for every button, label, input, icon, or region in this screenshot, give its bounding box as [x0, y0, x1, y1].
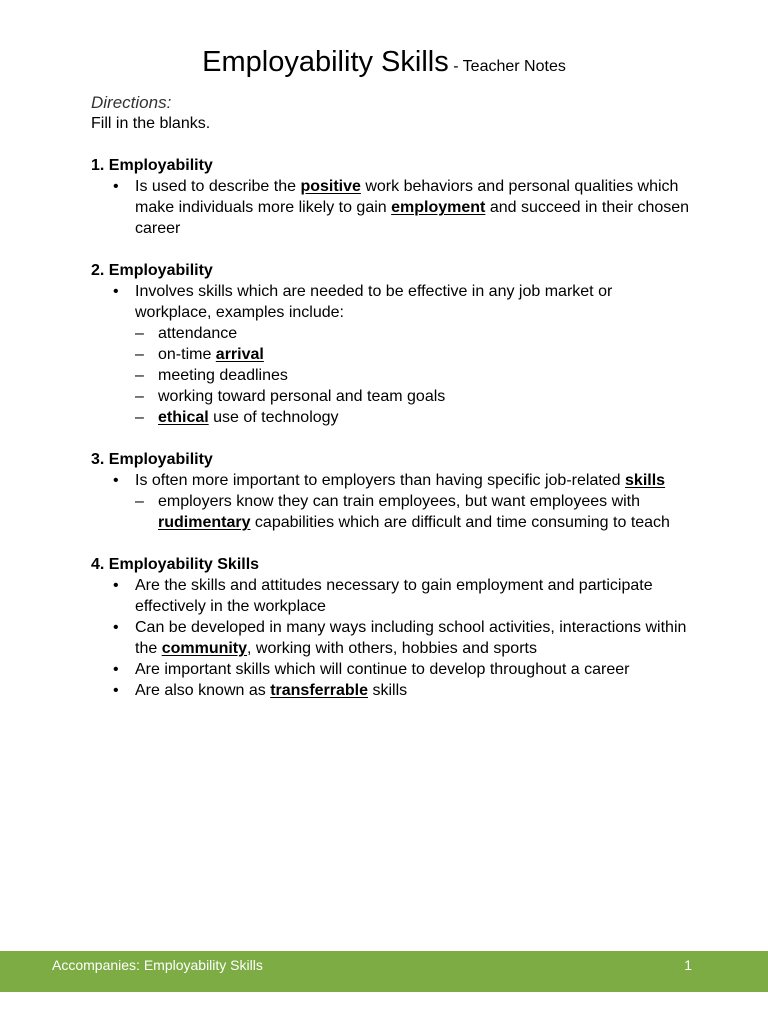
section-heading: 3. Employability: [91, 451, 213, 468]
bullet-list: [91, 176, 691, 239]
blank-answer: rudimentary: [158, 514, 251, 531]
page-number: 1: [684, 957, 692, 973]
bullet-item: [135, 575, 691, 617]
text: and succeed in their chosen career: [135, 199, 690, 237]
bullet-list: [91, 470, 691, 533]
page-title: [0, 46, 768, 79]
text: Are important skills which will continue to develop throughout a career: [135, 661, 630, 678]
section-3: [91, 449, 691, 533]
bullet-item: [135, 659, 691, 680]
directions-label: Directions:: [91, 93, 172, 112]
text: capabilities which are difficult and time consuming to teach: [250, 514, 670, 531]
bullet-item: [135, 470, 691, 533]
text: attendance: [158, 325, 238, 342]
blank-answer: employment: [391, 199, 486, 216]
dash-item: [158, 365, 691, 386]
bullet-list: [91, 281, 691, 428]
text: work behaviors and personal qualities which make individuals more likely to gain: [135, 178, 679, 216]
bullet-item: [135, 281, 691, 428]
section-heading: 1. Employability: [91, 157, 213, 174]
blank-answer: arrival: [215, 346, 264, 363]
directions-text: Fill in the blanks.: [91, 115, 211, 132]
footer-label: Accompanies: Employability Skills: [52, 957, 263, 973]
blank-answer: skills: [625, 472, 666, 489]
bullet-item: [135, 176, 691, 239]
text: meeting deadlines: [158, 367, 288, 384]
title-subtitle: - Teacher Notes: [453, 58, 566, 75]
section-4: [91, 554, 691, 701]
text: Is often more important to employers than having specific job-related: [135, 472, 626, 489]
text: skills: [368, 682, 408, 699]
blank-answer: community: [161, 640, 248, 657]
text: on-time: [158, 346, 216, 363]
text: Is used to describe the: [135, 178, 301, 195]
section-heading: 4. Employability Skills: [91, 556, 260, 573]
text: employers know they can train employees, but want employees with: [158, 493, 641, 510]
text: use of technology: [208, 409, 339, 426]
title-main: Employability Skills: [202, 46, 449, 78]
text: , working with others, hobbies and sports: [247, 640, 537, 657]
dash-item: [158, 491, 691, 533]
bullet-item: [135, 617, 691, 659]
dash-item: [158, 344, 691, 365]
dash-item: [158, 407, 691, 428]
dash-item: [158, 323, 691, 344]
text: working toward personal and team goals: [158, 388, 446, 405]
section-1: [91, 155, 691, 239]
dash-list: [135, 323, 691, 428]
worksheet-content: [91, 92, 691, 722]
text: Are the skills and attitudes necessary to gain employment and participate effectively in the workplace: [135, 577, 653, 615]
text: Can be developed in many ways including school activities, interactions within the: [135, 619, 687, 657]
blank-answer: ethical: [158, 409, 209, 426]
footer-bar: [0, 951, 768, 992]
blank-answer: transferrable: [270, 682, 369, 699]
bullet-list: [91, 575, 691, 701]
dash-item: [158, 386, 691, 407]
section-2: [91, 260, 691, 428]
text: Involves skills which are needed to be effective in any job market or workplace, examples include:: [135, 283, 613, 321]
text: Are also known as: [135, 682, 271, 699]
blank-answer: positive: [300, 178, 361, 195]
section-heading: 2. Employability: [91, 262, 213, 279]
dash-list: [135, 491, 691, 533]
bullet-item: [135, 680, 691, 701]
